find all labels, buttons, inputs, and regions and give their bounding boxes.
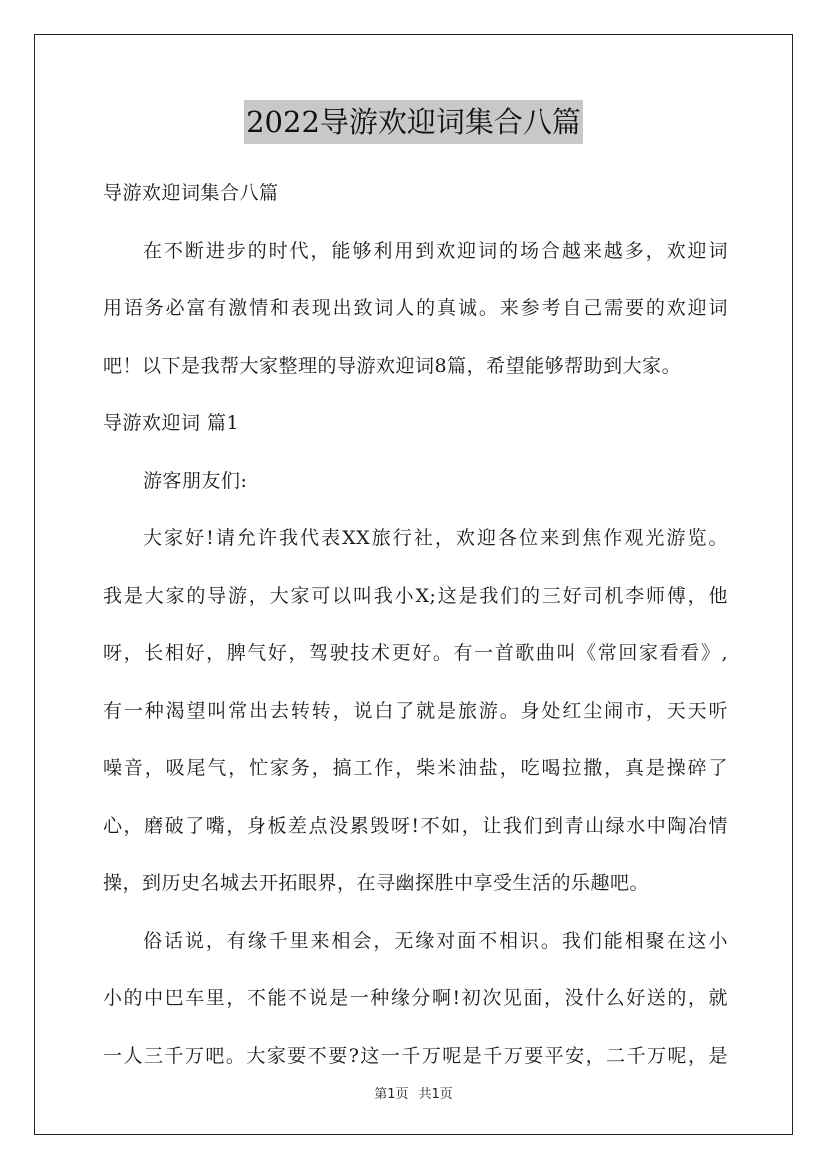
paragraph-line: 俗话说，有缘千里来相会，无缘对面不相识。我们能相聚在这小 bbox=[143, 929, 728, 952]
greeting-line: 游客朋友们: bbox=[143, 469, 248, 492]
document-body bbox=[103, 165, 728, 1085]
section-heading: 导游欢迎词 篇1 bbox=[103, 412, 240, 434]
page-total: 共1页 bbox=[418, 1087, 453, 1102]
paragraph-line: 呀，长相好，脾气好，驾驶技术更好。有一首歌曲叫《常回家看看》, bbox=[103, 642, 728, 664]
page-number: 第1页 bbox=[374, 1087, 409, 1102]
paragraph-line: 一人三千万吧。大家要不要?这一千万呢是千万要平安，二千万呢，是 bbox=[103, 1044, 728, 1067]
paragraph-line: 心，磨破了嘴，身板差点没累毁呀!不如，让我们到青山绿水中陶冶情 bbox=[103, 814, 728, 837]
document-title: 2022导游欢迎词集合八篇 bbox=[244, 100, 583, 144]
paragraph-line: 大家好!请允许我代表XX旅行社，欢迎各位来到焦作观光游览。 bbox=[143, 527, 728, 549]
paragraph-line: 吧！以下是我帮大家整理的导游欢迎词8篇，希望能够帮助到大家。 bbox=[103, 354, 682, 377]
subtitle-line: 导游欢迎词集合八篇 bbox=[103, 182, 279, 204]
paragraph-line: 小的中巴车里，不能不说是一种缘分啊!初次见面，没什么好送的，就 bbox=[103, 987, 728, 1009]
paragraph-line: 我是大家的导游，大家可以叫我小X;这是我们的三好司机李师傅，他 bbox=[103, 584, 728, 607]
paragraph-line: 操，到历史名城去开拓眼界，在寻幽探胜中享受生活的乐趣吧。 bbox=[103, 872, 650, 894]
paragraph-line: 用语务必富有激情和表现出致词人的真诚。来参考自己需要的欢迎词 bbox=[103, 297, 728, 319]
title-container bbox=[0, 100, 827, 144]
paragraph-line: 噪音，吸尾气，忙家务，搞工作，柴米油盐，吃喝拉撒，真是操碎了 bbox=[103, 757, 728, 779]
paragraph-line: 在不断进步的时代，能够利用到欢迎词的场合越来越多，欢迎词 bbox=[143, 239, 728, 262]
page-footer bbox=[0, 1083, 827, 1102]
paragraph-line: 有一种渴望叫常出去转转，说白了就是旅游。身处红尘闹市，天天听 bbox=[103, 699, 728, 722]
